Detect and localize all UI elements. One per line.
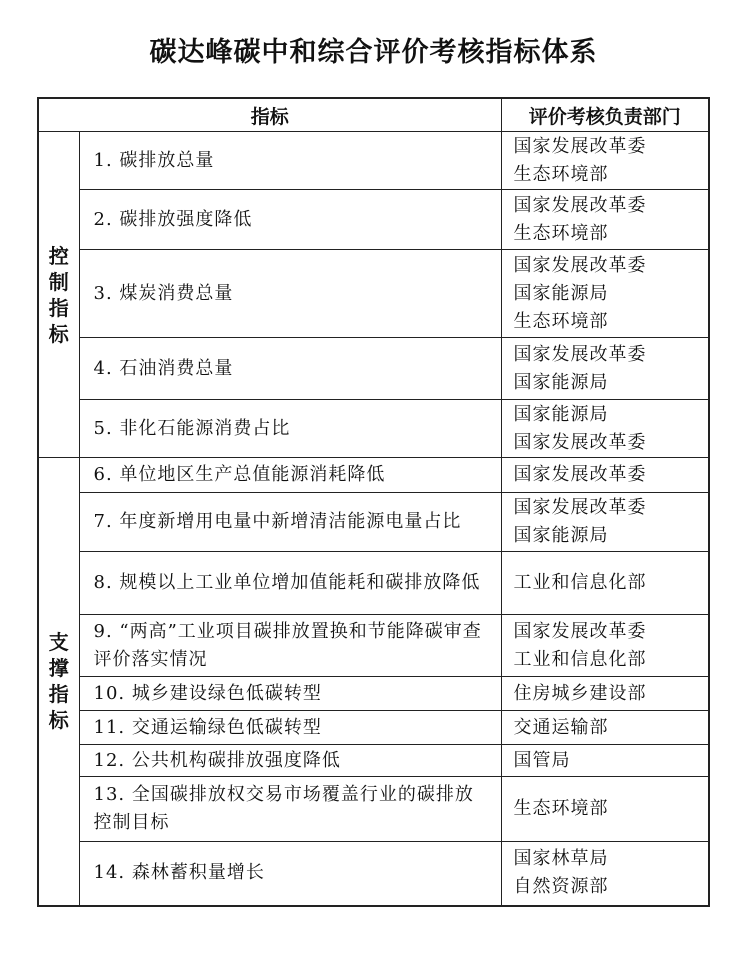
indicator-cell: 1. 碳排放总量: [79, 132, 501, 190]
table-row: [38, 777, 709, 842]
department-name: 国家发展改革委: [513, 620, 647, 642]
department-name: 工业和信息化部: [513, 572, 647, 593]
department-cell: [501, 132, 709, 190]
department-cell: [501, 677, 709, 711]
indicator-cell: 5. 非化石能源消费占比: [79, 400, 501, 458]
table-row: [38, 842, 709, 906]
department-name: 国家能源局: [513, 525, 609, 546]
indicator-cell: 3. 煤炭消费总量: [79, 250, 501, 338]
department-name: 国家发展改革委: [513, 135, 647, 157]
indicator-cell: 12. 公共机构碳排放强度降低: [79, 745, 501, 777]
indicator-cell: 4. 石油消费总量: [79, 338, 501, 400]
category-char: 支: [48, 630, 69, 655]
indicator-cell: 7. 年度新增用电量中新增清洁能源电量占比: [79, 493, 501, 552]
department-name: 国家发展改革委: [513, 431, 647, 453]
table-row: [38, 493, 709, 552]
category-char: 撑: [48, 656, 69, 681]
category-char: 指: [48, 682, 69, 707]
department-cell: [501, 745, 709, 777]
table-row: [38, 132, 709, 190]
department-name: 国家林草局: [513, 848, 609, 870]
department-cell: [501, 552, 709, 615]
department-cell: [501, 711, 709, 745]
indicator-cell: 10. 城乡建设绿色低碳转型: [79, 677, 501, 711]
table-row: [38, 458, 709, 493]
category-char: 标: [48, 321, 69, 346]
category-char: 指: [48, 295, 69, 320]
department-name: 生态环境部: [513, 163, 609, 185]
indicator-cell: 8. 规模以上工业单位增加值能耗和碳排放降低: [79, 552, 501, 615]
department-cell: [501, 190, 709, 250]
department-name: 国家发展改革委: [513, 464, 647, 485]
page-title: 碳达峰碳中和综合评价考核指标体系: [149, 37, 598, 68]
table-header-row: [38, 98, 709, 132]
department-name: 住房城乡建设部: [513, 682, 647, 704]
category-char: 制: [48, 269, 69, 294]
department-name: 生态环境部: [513, 310, 609, 332]
category-char: 标: [48, 708, 69, 733]
table-row: [38, 745, 709, 777]
department-name: 国家发展改革委: [513, 254, 647, 276]
indicator-cell: 11. 交通运输绿色低碳转型: [79, 711, 501, 745]
category-cell: [38, 132, 79, 458]
department-cell: [501, 458, 709, 493]
department-name: 国家能源局: [513, 282, 609, 304]
table-row: [38, 615, 709, 677]
table-row: [38, 552, 709, 615]
indicator-cell: 14. 森林蓄积量增长: [79, 842, 501, 906]
department-name: 国家发展改革委: [513, 194, 647, 216]
department-cell: [501, 615, 709, 677]
department-cell: [501, 400, 709, 458]
department-name: 工业和信息化部: [513, 648, 647, 670]
department-name: 生态环境部: [513, 798, 609, 819]
department-name: 国家能源局: [513, 371, 609, 393]
table-row: [38, 250, 709, 338]
department-name: 国家能源局: [513, 403, 609, 425]
indicator-cell: 2. 碳排放强度降低: [79, 190, 501, 250]
table-row: [38, 338, 709, 400]
department-cell: [501, 250, 709, 338]
department-cell: [501, 777, 709, 842]
department-name: 国家发展改革委: [513, 343, 647, 365]
department-name: 交通运输部: [513, 716, 609, 738]
table-body: [38, 132, 709, 906]
table-row: [38, 711, 709, 745]
table-row: [38, 677, 709, 711]
table-row: [38, 400, 709, 458]
category-cell: [38, 458, 79, 906]
indicator-cell: 6. 单位地区生产总值能源消耗降低: [79, 458, 501, 493]
indicator-cell: 13. 全国碳排放权交易市场覆盖行业的碳排放控制目标: [79, 777, 501, 842]
header-department: 评价考核负责部门: [501, 98, 709, 132]
table-row: [38, 190, 709, 250]
department-cell: [501, 338, 709, 400]
department-name: 国管局: [513, 749, 571, 771]
indicator-table: [37, 97, 710, 907]
header-indicator: 指标: [38, 98, 501, 132]
department-cell: [501, 493, 709, 552]
department-name: 自然资源部: [513, 876, 609, 898]
department-name: 生态环境部: [513, 222, 609, 244]
department-cell: [501, 842, 709, 906]
category-char: 控: [48, 243, 69, 268]
department-name: 国家发展改革委: [513, 497, 647, 518]
indicator-cell: 9. “两高”工业项目碳排放置换和节能降碳审查评价落实情况: [79, 615, 501, 677]
